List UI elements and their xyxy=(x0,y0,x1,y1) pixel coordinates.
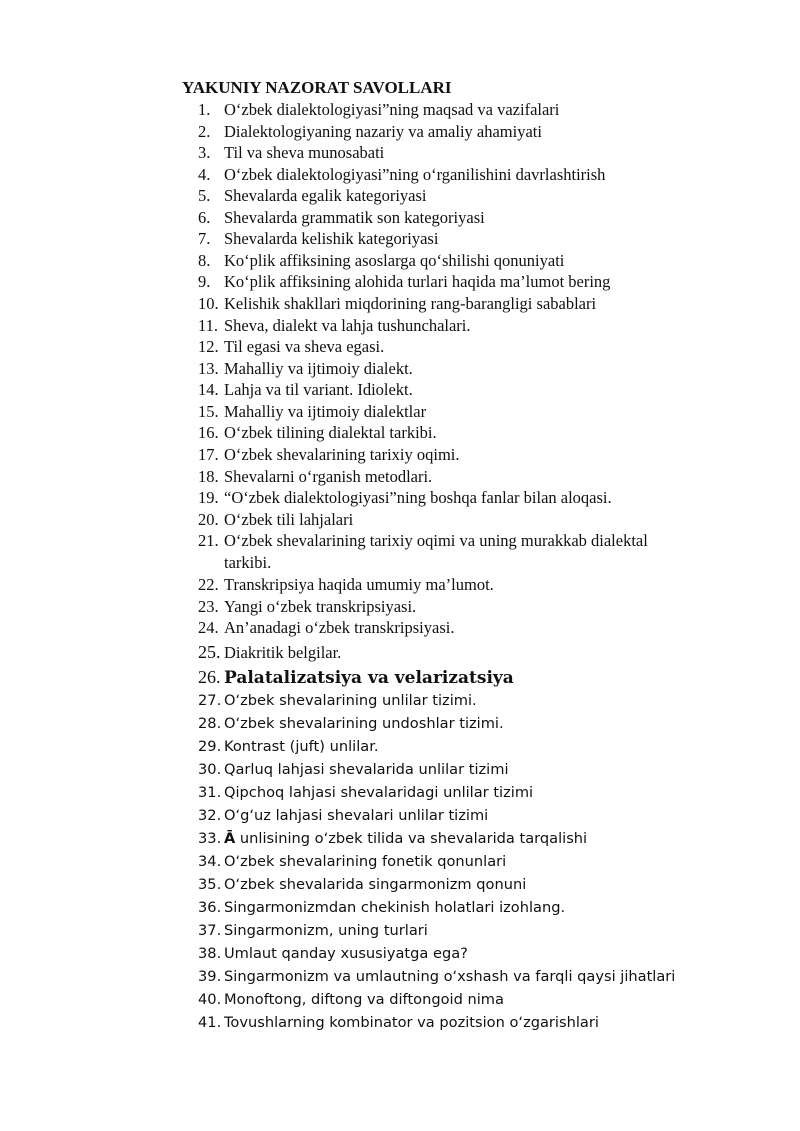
list-item xyxy=(198,487,612,509)
item-number: 40. xyxy=(198,991,222,1008)
item-number: 19. xyxy=(198,488,219,507)
item-text: O‘zbek dialektologiyasi”ning maqsad va vazifalari xyxy=(224,100,560,119)
item-text: Shevalarda kelishik kategoriyasi xyxy=(224,229,439,248)
item-number: 32. xyxy=(198,807,222,824)
item-text: Til egasi va sheva egasi. xyxy=(224,337,385,356)
item-text: Sheva, dialekt va lahja tushunchalari. xyxy=(224,316,471,335)
list-item xyxy=(198,358,413,380)
item-text: Yangi o‘zbek transkripsiyasi. xyxy=(224,597,417,616)
item-number: 17. xyxy=(198,445,219,464)
list-item xyxy=(198,466,432,488)
item-text: Ko‘plik affiksining asoslarga qo‘shilishi qonuniyati xyxy=(224,251,565,270)
item-number: 25. xyxy=(198,642,221,662)
item-number: 6. xyxy=(198,208,211,227)
list-item xyxy=(198,293,596,315)
item-number: 2. xyxy=(198,122,211,141)
list-item xyxy=(198,509,353,531)
list-item xyxy=(198,207,485,229)
list-item xyxy=(198,736,379,758)
item-number: 23. xyxy=(198,597,219,616)
item-number: 41. xyxy=(198,1014,222,1031)
list-item xyxy=(198,1012,599,1034)
item-text: Ko‘plik affiksining alohida turlari haqida ma’lumot bering xyxy=(224,272,611,291)
item-text: Singarmonizm, uning turlari xyxy=(224,922,428,939)
list-item xyxy=(198,250,564,272)
item-text: An’anadagi o‘zbek transkripsiyasi. xyxy=(224,618,455,637)
item-text: Dialektologiyaning nazariy va amaliy ahamiyati xyxy=(224,122,542,141)
item-text: Shevalarni o‘rganish metodlari. xyxy=(224,467,433,486)
item-number: 21. xyxy=(198,531,219,550)
item-number: 39. xyxy=(198,968,222,985)
item-text: O‘zbek shevalarining tarixiy oqimi va uning murakkab dialektal xyxy=(224,531,648,550)
item-text: Qipchoq lahjasi shevalaridagi unlilar tizimi xyxy=(224,784,534,801)
list-item xyxy=(198,666,514,689)
item-number: 26. xyxy=(198,667,221,687)
item-number: 7. xyxy=(198,229,211,248)
item-text: Umlaut qanday xususiyatga ega? xyxy=(224,945,468,962)
item-text: Qarluq lahjasi shevalarida unlilar tizimi xyxy=(224,761,509,778)
list-item xyxy=(198,759,509,781)
list-item xyxy=(198,121,542,143)
item-number: 13. xyxy=(198,359,219,378)
item-number: 1. xyxy=(198,100,211,119)
item-text: Palatalizatsiya va velarizatsiya xyxy=(224,668,514,688)
item-text: O‘zbek shevalarining fonetik qonunlari xyxy=(224,853,507,870)
item-number: 11. xyxy=(198,316,219,335)
item-number: 35. xyxy=(198,876,222,893)
list-item xyxy=(198,336,384,358)
list-item xyxy=(198,641,341,664)
item-number: 30. xyxy=(198,761,222,778)
list-item xyxy=(198,530,648,552)
item-text: O‘zbek shevalarida singarmonizm qonuni xyxy=(224,876,527,893)
item-number: 31. xyxy=(198,784,222,801)
item-number: 38. xyxy=(198,945,222,962)
item-text: Transkripsiya haqida umumiy ma’lumot. xyxy=(224,575,494,594)
list-item xyxy=(198,966,675,988)
item-number: 33. xyxy=(198,830,222,847)
list-item xyxy=(198,690,477,712)
item-text: O‘zbek shevalarining tarixiy oqimi. xyxy=(224,445,460,464)
list-item xyxy=(198,874,526,896)
item-number: 9. xyxy=(198,272,211,291)
item-text: tarkibi. xyxy=(224,553,272,572)
item-text: O‘zbek shevalarining unlilar tizimi. xyxy=(224,692,477,709)
item-text: Monoftong, diftong va diftongoid nima xyxy=(224,991,504,1008)
item-text: “O‘zbek dialektologiyasi”ning boshqa fanlar bilan aloqasi. xyxy=(224,488,612,507)
document-title: YAKUNIY NAZORAT SAVOLLARI xyxy=(182,78,452,97)
item-text: Singarmonizmdan chekinish holatlari izohlang. xyxy=(224,899,566,916)
item-text: Tovushlarning kombinator va pozitsion o‘zgarishlari xyxy=(224,1014,599,1031)
item-text: O‘zbek dialektologiyasi”ning o‘rganilishini davrlashtirish xyxy=(224,165,606,184)
list-item xyxy=(198,574,494,596)
item-number: 4. xyxy=(198,165,211,184)
item-text-bold: Ā xyxy=(224,830,236,847)
item-text: Mahalliy va ijtimoiy dialektlar xyxy=(224,402,427,421)
list-item xyxy=(198,228,438,250)
item-text: Shevalarda egalik kategoriyasi xyxy=(224,186,427,205)
item-text: Mahalliy va ijtimoiy dialekt. xyxy=(224,359,413,378)
list-item xyxy=(198,315,471,337)
list-item xyxy=(198,943,468,965)
item-text: Kelishik shakllari miqdorining rang-barangligi sabablari xyxy=(224,294,597,313)
item-number: 3. xyxy=(198,143,211,162)
item-number: 12. xyxy=(198,337,219,356)
item-text: O‘zbek shevalarining undoshlar tizimi. xyxy=(224,715,504,732)
list-item xyxy=(198,185,427,207)
list-item xyxy=(198,989,504,1011)
item-text: unlisining o‘zbek tilida va shevalarida tarqalishi xyxy=(235,830,588,847)
item-number: 22. xyxy=(198,575,219,594)
list-item xyxy=(198,401,426,423)
item-number: 34. xyxy=(198,853,222,870)
item-number: 15. xyxy=(198,402,219,421)
list-item xyxy=(198,164,605,186)
list-item xyxy=(198,142,384,164)
item-text: Til va sheva munosabati xyxy=(224,143,385,162)
item-number: 18. xyxy=(198,467,219,486)
list-item xyxy=(198,444,460,466)
list-item xyxy=(198,851,506,873)
list-item xyxy=(198,596,416,618)
item-text: O‘zbek tilining dialektal tarkibi. xyxy=(224,423,437,442)
item-number: 20. xyxy=(198,510,219,529)
item-text: Kontrast (juft) unlilar. xyxy=(224,738,379,755)
list-item xyxy=(198,828,587,850)
item-number: 36. xyxy=(198,899,222,916)
item-number: 8. xyxy=(198,251,211,270)
list-item xyxy=(198,920,428,942)
item-number: 29. xyxy=(198,738,222,755)
list-item xyxy=(198,805,488,827)
item-text: O‘zbek tili lahjalari xyxy=(224,510,354,529)
item-number: 14. xyxy=(198,380,219,399)
list-item xyxy=(198,617,454,639)
item-number: 27. xyxy=(198,692,222,709)
item-number: 5. xyxy=(198,186,211,205)
item-number: 28. xyxy=(198,715,222,732)
list-item-continuation xyxy=(198,552,271,574)
list-item xyxy=(198,897,565,919)
item-number: 24. xyxy=(198,618,219,637)
list-item xyxy=(198,271,610,293)
item-number: 37. xyxy=(198,922,222,939)
list-item xyxy=(198,713,504,735)
list-item xyxy=(198,379,413,401)
item-text: Lahja va til variant. Idiolekt. xyxy=(224,380,413,399)
list-item xyxy=(198,782,533,804)
item-number: 16. xyxy=(198,423,219,442)
item-text: O‘g‘uz lahjasi shevalari unlilar tizimi xyxy=(224,807,489,824)
item-text: Diakritik belgilar. xyxy=(224,643,342,662)
item-number: 10. xyxy=(198,294,219,313)
item-text: Singarmonizm va umlautning o‘xshash va farqli qaysi jihatlari xyxy=(224,968,676,985)
item-text: Shevalarda grammatik son kategoriyasi xyxy=(224,208,485,227)
list-item xyxy=(198,99,559,121)
list-item xyxy=(198,422,437,444)
